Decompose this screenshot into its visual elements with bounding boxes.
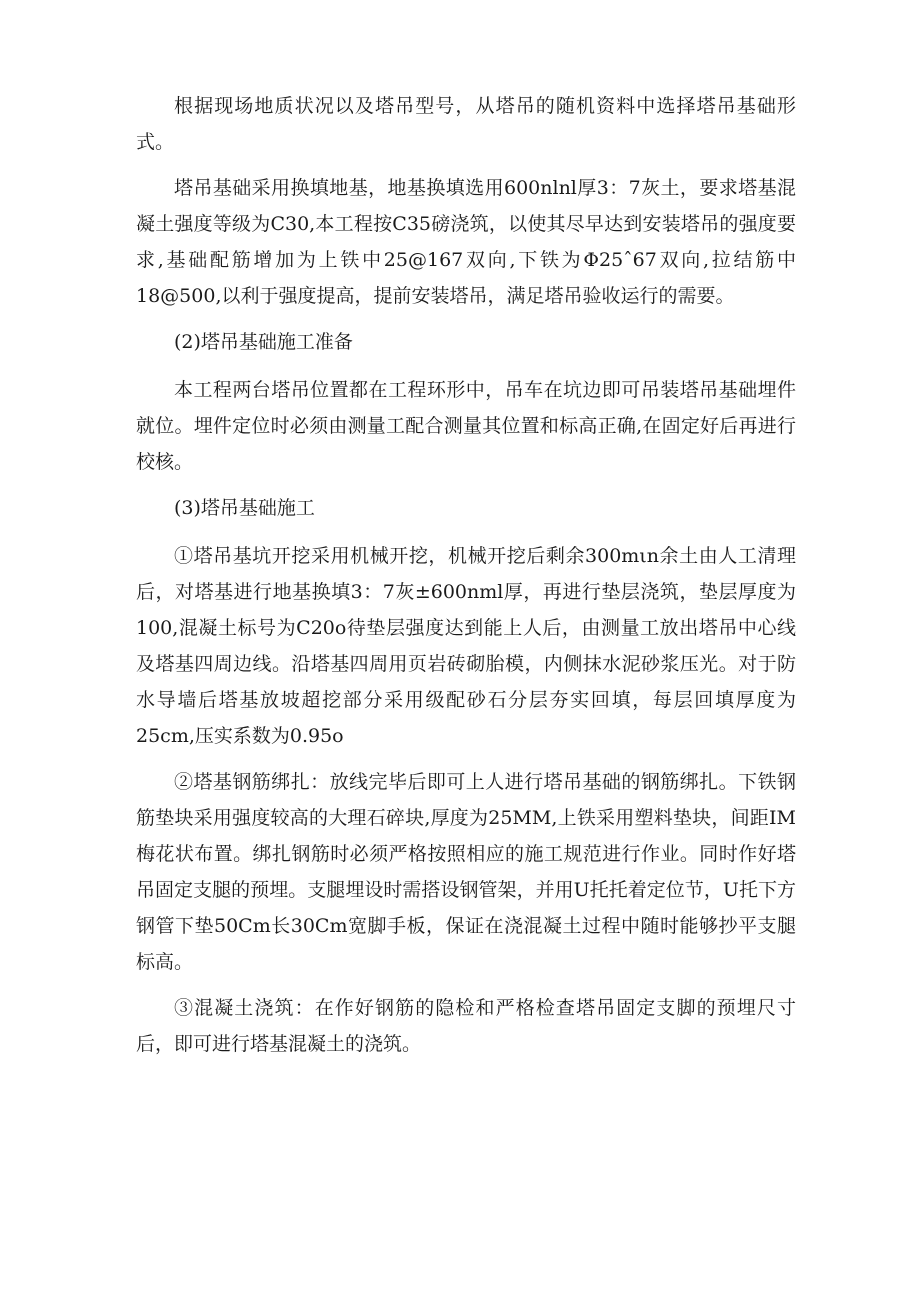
- paragraph-excavation: ①塔吊基坑开挖采用机械开挖，机械开挖后剩余300mιn余土由人工清理后，对塔基进行地基换填3：7灰±600nml厚，再进行垫层浇筑，垫层厚度为100,混凝土标号为C20o待垫层强度达到能上人后，由测量工放出塔吊中心线及塔基四周边线。沿塔基四周用页岩砖砌胎模，内侧抹水泥砂浆压光。对于防水导墙后塔基放坡超挖部分采用级配砂石分层夯实回填，每层回填厚度为25cm,压实系数为0.95o: [136, 545, 796, 747]
- paragraph-concrete-pouring: ③混凝土浇筑：在作好钢筋的隐检和严格检查塔吊固定支脚的预埋尺寸后，即可进行塔基混凝土的浇筑。: [136, 997, 796, 1055]
- paragraph-rebar-binding: ②塔基钢筋绑扎：放线完毕后即可上人进行塔吊基础的钢筋绑扎。下铁钢筋垫块采用强度较高的大理石碎块,厚度为25MM,上铁采用塑料垫块，间距IM梅花状布置。绑扎钢筋时必须严格按照相应的施工规范进行作业。同时作好塔吊固定支腿的预埋。支腿埋设时需搭设钢管架，并用U托托着定位节，U托下方钢管下垫50Cm长30Cm宽脚手板，保证在浇混凝土过程中随时能够抄平支腿标高。: [136, 771, 796, 973]
- section-heading-construction: (3)塔吊基础施工: [174, 497, 315, 519]
- paragraph-foundation-selection: 根据现场地质状况以及塔吊型号，从塔吊的随机资料中选择塔吊基础形式。: [136, 95, 796, 153]
- section-heading-preparation: (2)塔吊基础施工准备: [174, 331, 353, 353]
- paragraph-preparation: 本工程两台塔吊位置都在工程环形中，吊车在坑边即可吊装塔吊基础埋件就位。埋件定位时必须由测量工配合测量其位置和标高正确,在固定好后再进行校核。: [136, 379, 796, 473]
- paragraph-foundation-design: 塔吊基础采用换填地基，地基换填选用600nlnl厚3：7灰土，要求塔基混凝土强度等级为C30,本工程按C35磅浇筑，以使其尽早达到安装塔吊的强度要求,基础配筋增加为上铁中25@167双向,下铁为Φ25ˆ67双向,拉结筋中18@500,以利于强度提高，提前安装塔吊，满足塔吊验收运行的需要。: [136, 177, 796, 307]
- document-body: [136, 88, 796, 1072]
